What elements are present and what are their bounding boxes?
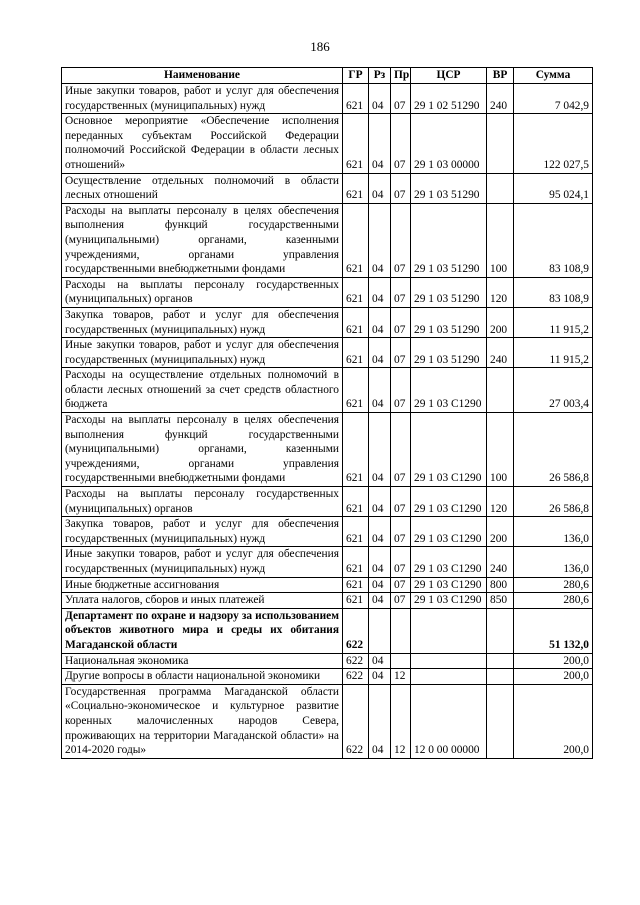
cell-gr: 621 (343, 547, 369, 577)
cell-vr: 100 (487, 203, 514, 277)
table-row (62, 684, 593, 758)
cell-csr: 29 1 03 51290 (411, 338, 487, 368)
cell-rz: 04 (369, 307, 391, 337)
cell-pr: 07 (391, 593, 411, 609)
cell-sum: 11 915,2 (514, 338, 593, 368)
cell-name: Иные закупки товаров, работ и услуг для обеспечения государственных (муниципальных) нужд (62, 84, 343, 114)
cell-sum: 26 586,8 (514, 487, 593, 517)
cell-name: Расходы на выплаты персоналу государственных (муниципальных) органов (62, 277, 343, 307)
cell-name: Расходы на выплаты персоналу в целях обеспечения выполнения функций государственными (муниципальными) органами, казенными учреждениями, органами управления государственными внебюджетными фондами (62, 413, 343, 487)
cell-gr: 622 (343, 653, 369, 669)
cell-gr: 621 (343, 173, 369, 203)
column-header-name: Наименование (62, 68, 343, 84)
cell-sum: 122 027,5 (514, 114, 593, 173)
cell-rz (369, 608, 391, 653)
cell-pr: 07 (391, 84, 411, 114)
cell-gr: 622 (343, 608, 369, 653)
cell-sum: 83 108,9 (514, 203, 593, 277)
cell-csr: 29 1 03 00000 (411, 114, 487, 173)
cell-csr: 29 1 03 С1290 (411, 577, 487, 593)
table-row (62, 277, 593, 307)
cell-vr: 100 (487, 413, 514, 487)
cell-pr: 07 (391, 307, 411, 337)
table-row (62, 608, 593, 653)
cell-vr (487, 173, 514, 203)
cell-gr: 621 (343, 277, 369, 307)
cell-name: Государственная программа Магаданской области «Социально-экономическое и культурное развитие коренных малочисленных народов Севера, проживающих на территории Магаданской области» на 2014-2020 годы» (62, 684, 343, 758)
cell-csr: 29 1 03 51290 (411, 277, 487, 307)
budget-table (61, 67, 593, 759)
cell-vr: 240 (487, 84, 514, 114)
cell-name: Другие вопросы в области национальной экономики (62, 669, 343, 685)
cell-sum: 200,0 (514, 669, 593, 685)
cell-rz: 04 (369, 577, 391, 593)
cell-vr (487, 114, 514, 173)
cell-name: Национальная экономика (62, 653, 343, 669)
cell-rz: 04 (369, 653, 391, 669)
table-row (62, 547, 593, 577)
cell-rz: 04 (369, 487, 391, 517)
cell-gr: 622 (343, 684, 369, 758)
column-header-vr: ВР (487, 68, 514, 84)
cell-csr: 29 1 03 С1290 (411, 368, 487, 413)
cell-rz: 04 (369, 114, 391, 173)
table-row (62, 84, 593, 114)
cell-gr: 621 (343, 307, 369, 337)
cell-gr: 621 (343, 517, 369, 547)
table-row (62, 338, 593, 368)
cell-name: Департамент по охране и надзору за использованием объектов животного мира и среды их обитания Магаданской области (62, 608, 343, 653)
cell-pr: 07 (391, 203, 411, 277)
cell-csr: 29 1 03 51290 (411, 203, 487, 277)
table-row (62, 114, 593, 173)
cell-pr (391, 653, 411, 669)
cell-pr (391, 608, 411, 653)
cell-sum: 7 042,9 (514, 84, 593, 114)
cell-pr: 07 (391, 368, 411, 413)
table-row (62, 173, 593, 203)
cell-vr: 800 (487, 577, 514, 593)
cell-vr: 240 (487, 547, 514, 577)
cell-csr: 29 1 03 С1290 (411, 517, 487, 547)
cell-vr: 120 (487, 487, 514, 517)
cell-csr: 12 0 00 00000 (411, 684, 487, 758)
cell-gr: 621 (343, 368, 369, 413)
column-header-rz: Рз (369, 68, 391, 84)
cell-gr: 621 (343, 593, 369, 609)
cell-pr: 12 (391, 669, 411, 685)
cell-name: Расходы на выплаты персоналу государственных (муниципальных) органов (62, 487, 343, 517)
cell-sum: 200,0 (514, 653, 593, 669)
page-number: 186 (310, 39, 330, 54)
cell-csr: 29 1 03 51290 (411, 307, 487, 337)
cell-pr: 12 (391, 684, 411, 758)
cell-name: Расходы на выплаты персоналу в целях обеспечения выполнения функций государственными (муниципальными) органами, казенными учреждениями, органами управления государственными внебюджетными фондами (62, 203, 343, 277)
cell-gr: 621 (343, 487, 369, 517)
cell-sum: 11 915,2 (514, 307, 593, 337)
table-row (62, 307, 593, 337)
cell-gr: 621 (343, 84, 369, 114)
cell-sum: 200,0 (514, 684, 593, 758)
cell-rz: 04 (369, 338, 391, 368)
cell-rz: 04 (369, 203, 391, 277)
column-header-csr: ЦСР (411, 68, 487, 84)
cell-sum: 136,0 (514, 517, 593, 547)
cell-sum: 280,6 (514, 577, 593, 593)
cell-sum: 27 003,4 (514, 368, 593, 413)
cell-csr (411, 653, 487, 669)
cell-gr: 621 (343, 577, 369, 593)
table-row (62, 517, 593, 547)
cell-vr (487, 608, 514, 653)
cell-name: Основное мероприятие «Обеспечение исполнения переданных субъектам Российской Федерации полномочий Российской Федерации в области лесных отношений» (62, 114, 343, 173)
column-header-sum: Сумма (514, 68, 593, 84)
cell-name: Расходы на осуществление отдельных полномочий в области лесных отношений за счет средств областного бюджета (62, 368, 343, 413)
table-row (62, 653, 593, 669)
cell-vr (487, 684, 514, 758)
cell-csr (411, 669, 487, 685)
cell-rz: 04 (369, 547, 391, 577)
cell-vr: 240 (487, 338, 514, 368)
cell-gr: 621 (343, 114, 369, 173)
cell-name: Иные закупки товаров, работ и услуг для обеспечения государственных (муниципальных) нужд (62, 338, 343, 368)
cell-name: Иные бюджетные ассигнования (62, 577, 343, 593)
table-header-row (62, 68, 593, 84)
cell-gr: 621 (343, 203, 369, 277)
cell-csr: 29 1 03 С1290 (411, 547, 487, 577)
cell-csr (411, 608, 487, 653)
cell-pr: 07 (391, 277, 411, 307)
cell-gr: 621 (343, 338, 369, 368)
cell-rz: 04 (369, 413, 391, 487)
cell-rz: 04 (369, 517, 391, 547)
table-row (62, 413, 593, 487)
cell-name: Осуществление отдельных полномочий в области лесных отношений (62, 173, 343, 203)
cell-name: Закупка товаров, работ и услуг для обеспечения государственных (муниципальных) нужд (62, 517, 343, 547)
table-row (62, 487, 593, 517)
cell-name: Закупка товаров, работ и услуг для обеспечения государственных (муниципальных) нужд (62, 307, 343, 337)
cell-vr: 850 (487, 593, 514, 609)
cell-vr: 200 (487, 307, 514, 337)
cell-sum: 51 132,0 (514, 608, 593, 653)
cell-sum: 95 024,1 (514, 173, 593, 203)
cell-name: Иные закупки товаров, работ и услуг для обеспечения государственных (муниципальных) нужд (62, 547, 343, 577)
cell-csr: 29 1 03 С1290 (411, 593, 487, 609)
cell-pr: 07 (391, 114, 411, 173)
table-row (62, 577, 593, 593)
cell-vr: 200 (487, 517, 514, 547)
cell-csr: 29 1 03 51290 (411, 173, 487, 203)
cell-rz: 04 (369, 173, 391, 203)
cell-sum: 83 108,9 (514, 277, 593, 307)
cell-csr: 29 1 03 С1290 (411, 413, 487, 487)
table-row (62, 368, 593, 413)
cell-rz: 04 (369, 84, 391, 114)
table-row (62, 203, 593, 277)
cell-csr: 29 1 02 51290 (411, 84, 487, 114)
cell-vr (487, 368, 514, 413)
cell-vr: 120 (487, 277, 514, 307)
cell-vr (487, 653, 514, 669)
cell-sum: 136,0 (514, 547, 593, 577)
table-row (62, 669, 593, 685)
cell-pr: 07 (391, 413, 411, 487)
cell-pr: 07 (391, 577, 411, 593)
cell-rz: 04 (369, 368, 391, 413)
cell-pr: 07 (391, 547, 411, 577)
cell-rz: 04 (369, 593, 391, 609)
cell-name: Уплата налогов, сборов и иных платежей (62, 593, 343, 609)
cell-rz: 04 (369, 684, 391, 758)
cell-rz: 04 (369, 669, 391, 685)
table-row (62, 593, 593, 609)
cell-pr: 07 (391, 517, 411, 547)
cell-pr: 07 (391, 487, 411, 517)
cell-csr: 29 1 03 С1290 (411, 487, 487, 517)
column-header-pr: Пр (391, 68, 411, 84)
cell-pr: 07 (391, 338, 411, 368)
cell-rz: 04 (369, 277, 391, 307)
column-header-gr: ГР (343, 68, 369, 84)
cell-sum: 280,6 (514, 593, 593, 609)
cell-vr (487, 669, 514, 685)
cell-sum: 26 586,8 (514, 413, 593, 487)
cell-gr: 622 (343, 669, 369, 685)
cell-pr: 07 (391, 173, 411, 203)
table-body (62, 84, 593, 759)
cell-gr: 621 (343, 413, 369, 487)
